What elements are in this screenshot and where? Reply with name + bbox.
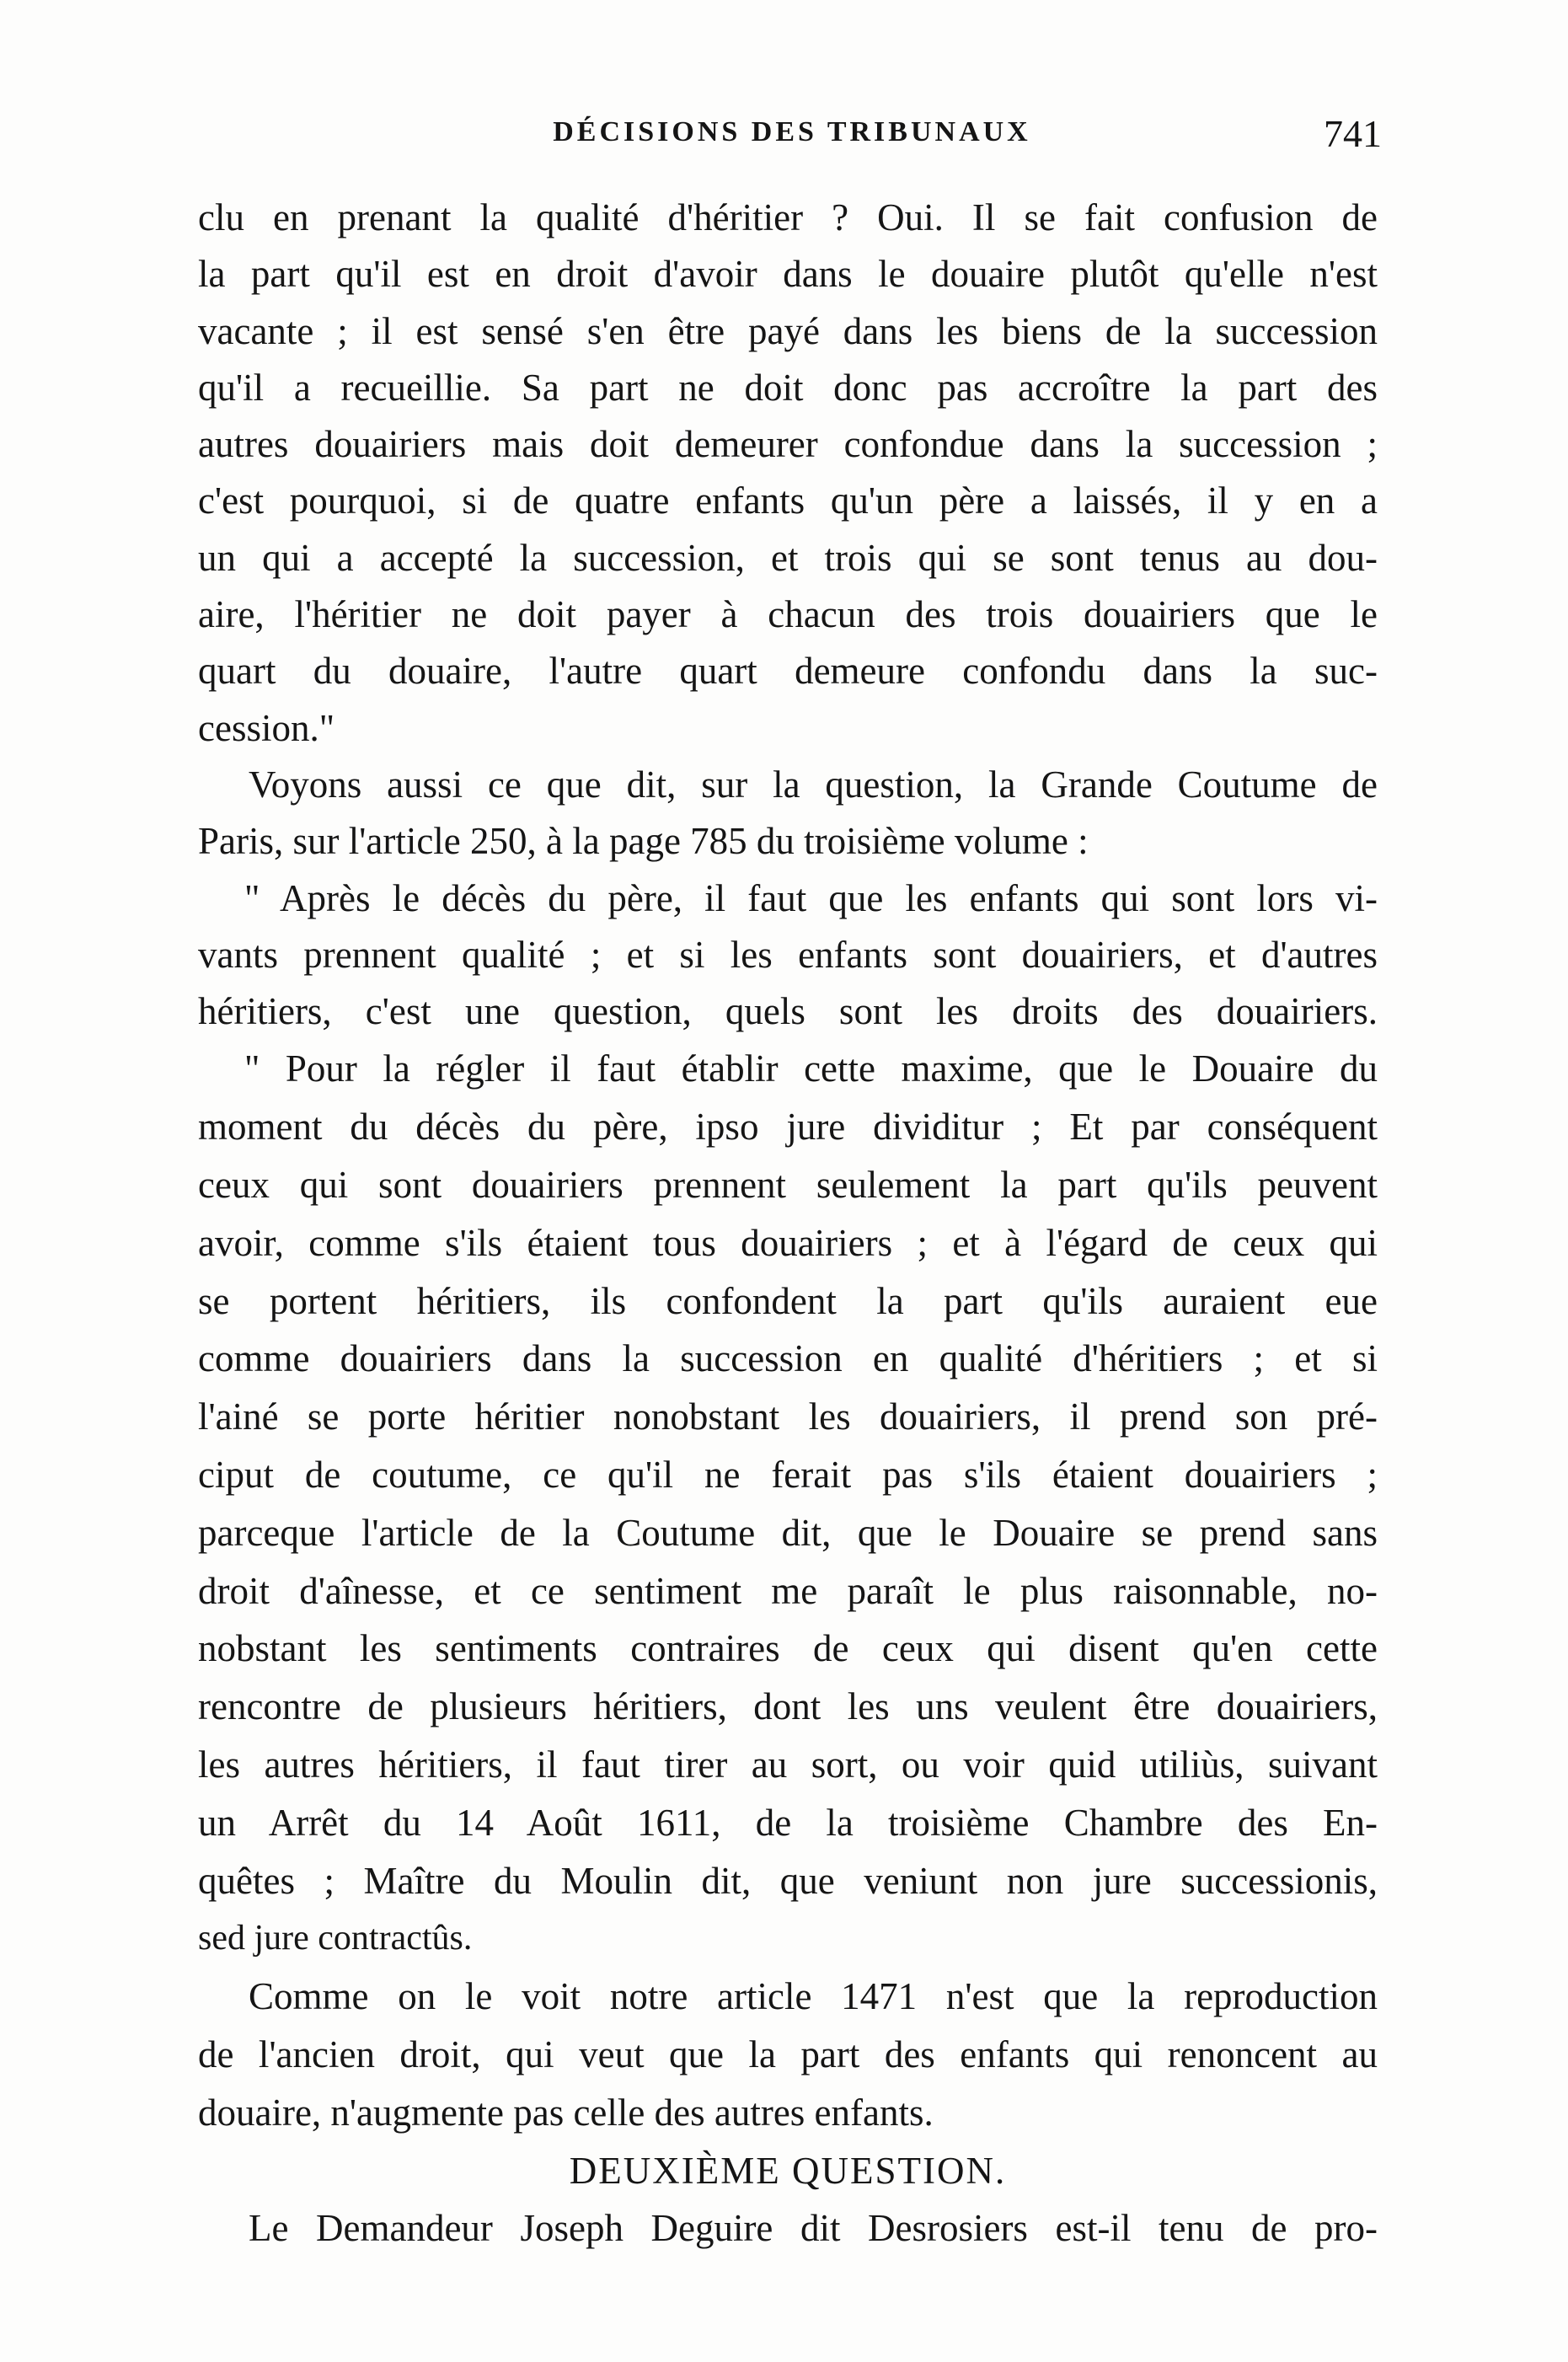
text-line: sed jure contractûs. bbox=[198, 1919, 473, 1958]
text-line: vants prennent qualité ; et si les enfants sont douairiers, et d'autres bbox=[198, 933, 1378, 976]
section-heading: DEUXIÈME QUESTION. bbox=[569, 2149, 1007, 2192]
body-text bbox=[198, 190, 1378, 2258]
text-line: qu'il a recueillie. Sa part ne doit donc pas accroître la part des bbox=[198, 366, 1378, 409]
text-line: rencontre de plusieurs héritiers, dont les uns veulent être douairiers, bbox=[198, 1685, 1378, 1728]
text-line: cession." bbox=[198, 706, 335, 749]
text-line: " Pour la régler il faut établir cette maxime, que le Douaire du bbox=[244, 1047, 1378, 1090]
running-head: DÉCISIONS DES TRIBUNAUX bbox=[553, 116, 1031, 147]
text-line: comme douairiers dans la succession en qualité d'héritiers ; et si bbox=[198, 1337, 1378, 1380]
text-line: un qui a accepté la succession, et trois qui se sont tenus au dou- bbox=[198, 536, 1378, 579]
page-number: 741 bbox=[1324, 112, 1382, 155]
text-line: Le Demandeur Joseph Deguire dit Desrosiers est-il tenu de pro- bbox=[249, 2207, 1378, 2250]
text-line: aire, l'héritier ne doit payer à chacun des trois douairiers que le bbox=[198, 593, 1378, 636]
text-line: ciput de coutume, ce qu'il ne ferait pas s'ils étaient douairiers ; bbox=[198, 1454, 1378, 1497]
text-line: avoir, comme s'ils étaient tous douairiers ; et à l'égard de ceux qui bbox=[198, 1221, 1378, 1264]
text-line: " Après le décès du père, il faut que les enfants qui sont lors vi- bbox=[244, 876, 1378, 919]
text-line: douaire, n'augmente pas celle des autres enfants. bbox=[198, 2091, 934, 2134]
text-line: quart du douaire, l'autre quart demeure confondu dans la suc- bbox=[198, 650, 1378, 693]
text-line: Voyons aussi ce que dit, sur la question, la Grande Coutume de bbox=[249, 763, 1378, 806]
text-line: de l'ancien droit, qui veut que la part des enfants qui renoncent au bbox=[198, 2033, 1378, 2075]
text-line: vacante ; il est sensé s'en être payé dans les biens de la succession bbox=[198, 309, 1378, 352]
text-line: droit d'aînesse, et ce sentiment me paraît le plus raisonnable, no- bbox=[198, 1569, 1378, 1612]
text-line: se portent héritiers, ils confondent la part qu'ils auraient eue bbox=[198, 1279, 1378, 1322]
text-line: quêtes ; Maître du Moulin dit, que veniunt non jure successionis, bbox=[198, 1859, 1378, 1902]
text-line: nobstant les sentiments contraires de ceux qui disent qu'en cette bbox=[198, 1627, 1378, 1670]
text-line: héritiers, c'est une question, quels sont les droits des douairiers. bbox=[198, 990, 1378, 1033]
text-line: l'ainé se porte héritier nonobstant les douairiers, il prend son pré- bbox=[198, 1395, 1378, 1438]
text-line: clu en prenant la qualité d'héritier ? Oui. Il se fait confusion de bbox=[198, 196, 1378, 238]
text-line: Paris, sur l'article 250, à la page 785 du troisième volume : bbox=[198, 820, 1089, 863]
text-line: ceux qui sont douairiers prennent seulement la part qu'ils peuvent bbox=[198, 1164, 1378, 1207]
text-line: moment du décès du père, ipso jure dividitur ; Et par conséquent bbox=[198, 1106, 1378, 1149]
text-line: autres douairiers mais doit demeurer confondue dans la succession ; bbox=[198, 423, 1378, 466]
text-line: les autres héritiers, il faut tirer au sort, ou voir quid utiliùs, suivant bbox=[198, 1743, 1378, 1786]
text-line: c'est pourquoi, si de quatre enfants qu'un père a laissés, il y en a bbox=[198, 479, 1378, 522]
text-line: un Arrêt du 14 Août 1611, de la troisième Chambre des En- bbox=[198, 1801, 1378, 1844]
page-header bbox=[202, 112, 1382, 167]
text-line: Comme on le voit notre article 1471 n'est que la reproduction bbox=[249, 1975, 1378, 2018]
text-line: la part qu'il est en droit d'avoir dans le douaire plutôt qu'elle n'est bbox=[198, 253, 1378, 296]
text-line: parceque l'article de la Coutume dit, que le Douaire se prend sans bbox=[198, 1511, 1378, 1554]
